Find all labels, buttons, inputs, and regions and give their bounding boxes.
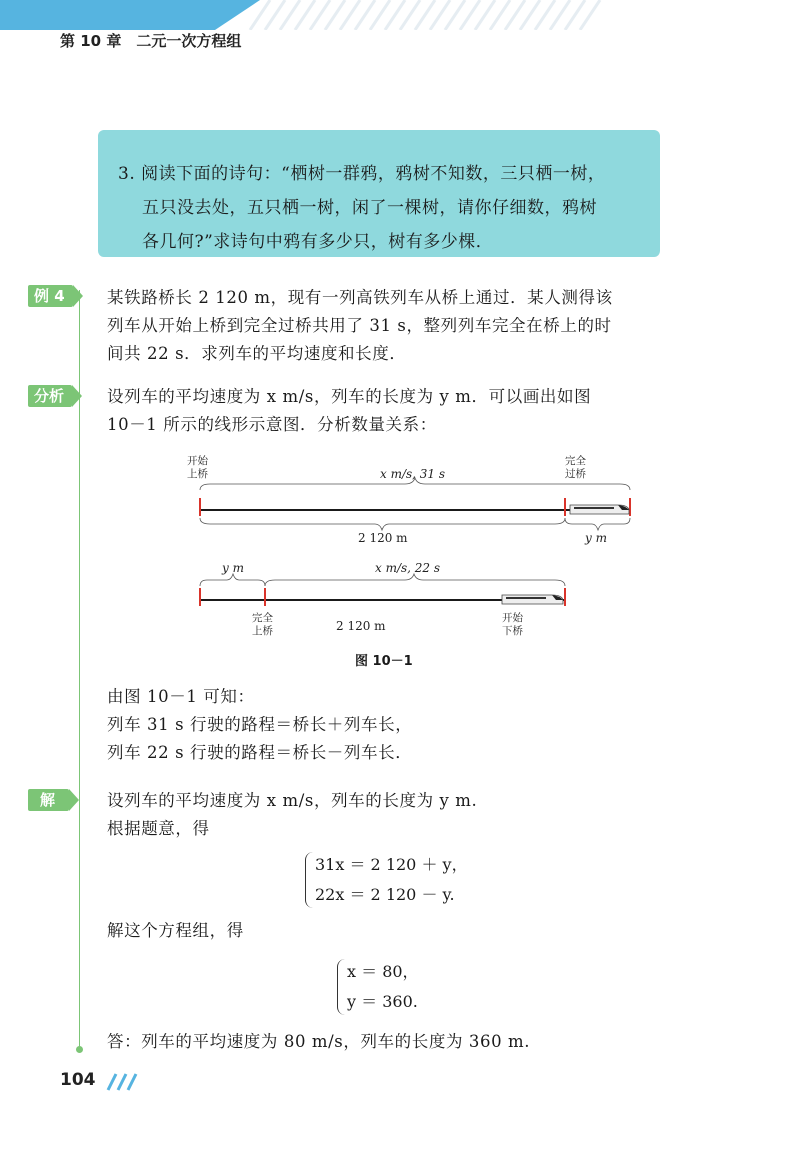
bottom-end-label-2: 下桥 (502, 625, 523, 637)
top-bridge-length: 2 120 m (358, 531, 408, 545)
page-number: 104 (60, 1070, 96, 1090)
header-stripes (0, 0, 800, 30)
equation: x ＝ 80， (347, 962, 419, 981)
example-line: 某铁路桥长 2 120 m，现有一列高铁列车从桥上通过．某人测得该 (107, 288, 613, 307)
bottom-start-label-2: 上桥 (252, 625, 273, 637)
top-end-label-1: 完全 (565, 455, 586, 467)
bottom-train-icon (502, 595, 563, 604)
train-bridge-diagram (130, 450, 650, 650)
system-brace (337, 959, 346, 1015)
margin-spine-dot (76, 1046, 83, 1053)
solution-intro-line: 根据题意，得 (107, 819, 210, 838)
solution-intro (107, 787, 667, 843)
bottom-bridge-length: 2 120 m (336, 619, 386, 633)
relations-text (107, 683, 667, 767)
top-end-label-2: 过桥 (565, 468, 586, 480)
top-speed-time: x m/s, 31 s (380, 467, 446, 481)
answer-text (107, 1028, 667, 1056)
analysis-line: 10－1 所示的线形示意图．分析数量关系： (107, 415, 437, 434)
bottom-end-label-1: 开始 (502, 612, 523, 624)
exercise-text (118, 157, 638, 259)
top-start-label-2: 上桥 (187, 468, 208, 480)
bottom-brace-22s (265, 574, 565, 586)
solve-line: 解这个方程组，得 (107, 921, 244, 940)
top-train-icon (570, 505, 629, 514)
top-brace-train (565, 518, 630, 530)
example-line: 列车从开始上桥到完全过桥共用了 31 s，整列列车完全在桥上的时 (107, 316, 612, 335)
example-line: 间共 22 s．求列车的平均速度和长度． (107, 344, 407, 363)
analysis-text (107, 383, 667, 439)
equation: 31x ＝ 2 120 ＋ y， (315, 855, 468, 874)
system-brace (305, 852, 314, 908)
top-start-label-1: 开始 (187, 455, 208, 467)
top-train-length: y m (585, 531, 607, 545)
equation: 22x ＝ 2 120 － y. (315, 885, 455, 904)
analysis-line: 设列车的平均速度为 x m/s，列车的长度为 y m．可以画出如图 (107, 387, 592, 406)
solve-text (107, 917, 667, 945)
relations-line: 列车 22 s 行驶的路程＝桥长－列车长． (107, 743, 413, 762)
bottom-start-label-1: 完全 (252, 612, 273, 624)
chapter-title: 第 10 章 二元一次方程组 (60, 32, 242, 50)
bottom-speed-time: x m/s, 22 s (375, 561, 441, 575)
header-band (0, 0, 800, 30)
relations-line: 列车 31 s 行驶的路程＝桥长＋列车长， (107, 715, 413, 734)
solution-tag: 解 (28, 789, 69, 811)
solution-intro-line: 设列车的平均速度为 x m/s，列车的长度为 y m. (107, 791, 478, 810)
bottom-train-length: y m (222, 561, 244, 575)
example-text (107, 284, 667, 368)
equation: y ＝ 360. (347, 992, 418, 1011)
exercise-line: 五只没去处，五只栖一树，闲了一棵树，请你仔细数，鸦树 (142, 198, 597, 218)
exercise-line: 各几何?”求诗句中鸦有多少只，树有多少棵． (142, 232, 494, 252)
figure-caption: 图 10－1 (355, 654, 413, 669)
answer-line: 答：列车的平均速度为 80 m/s，列车的长度为 360 m. (107, 1032, 531, 1051)
relations-line: 由图 10－1 可知： (107, 687, 255, 706)
exercise-line: 3. 阅读下面的诗句：“栖树一群鸦，鸦树不知数，三只栖一树， (118, 164, 606, 184)
analysis-tag: 分析 (28, 385, 72, 407)
bottom-brace-train (200, 574, 265, 586)
top-brace-bridge (200, 518, 565, 530)
page-number-slashes (100, 1072, 145, 1092)
example-tag: 例 4 (28, 285, 73, 307)
